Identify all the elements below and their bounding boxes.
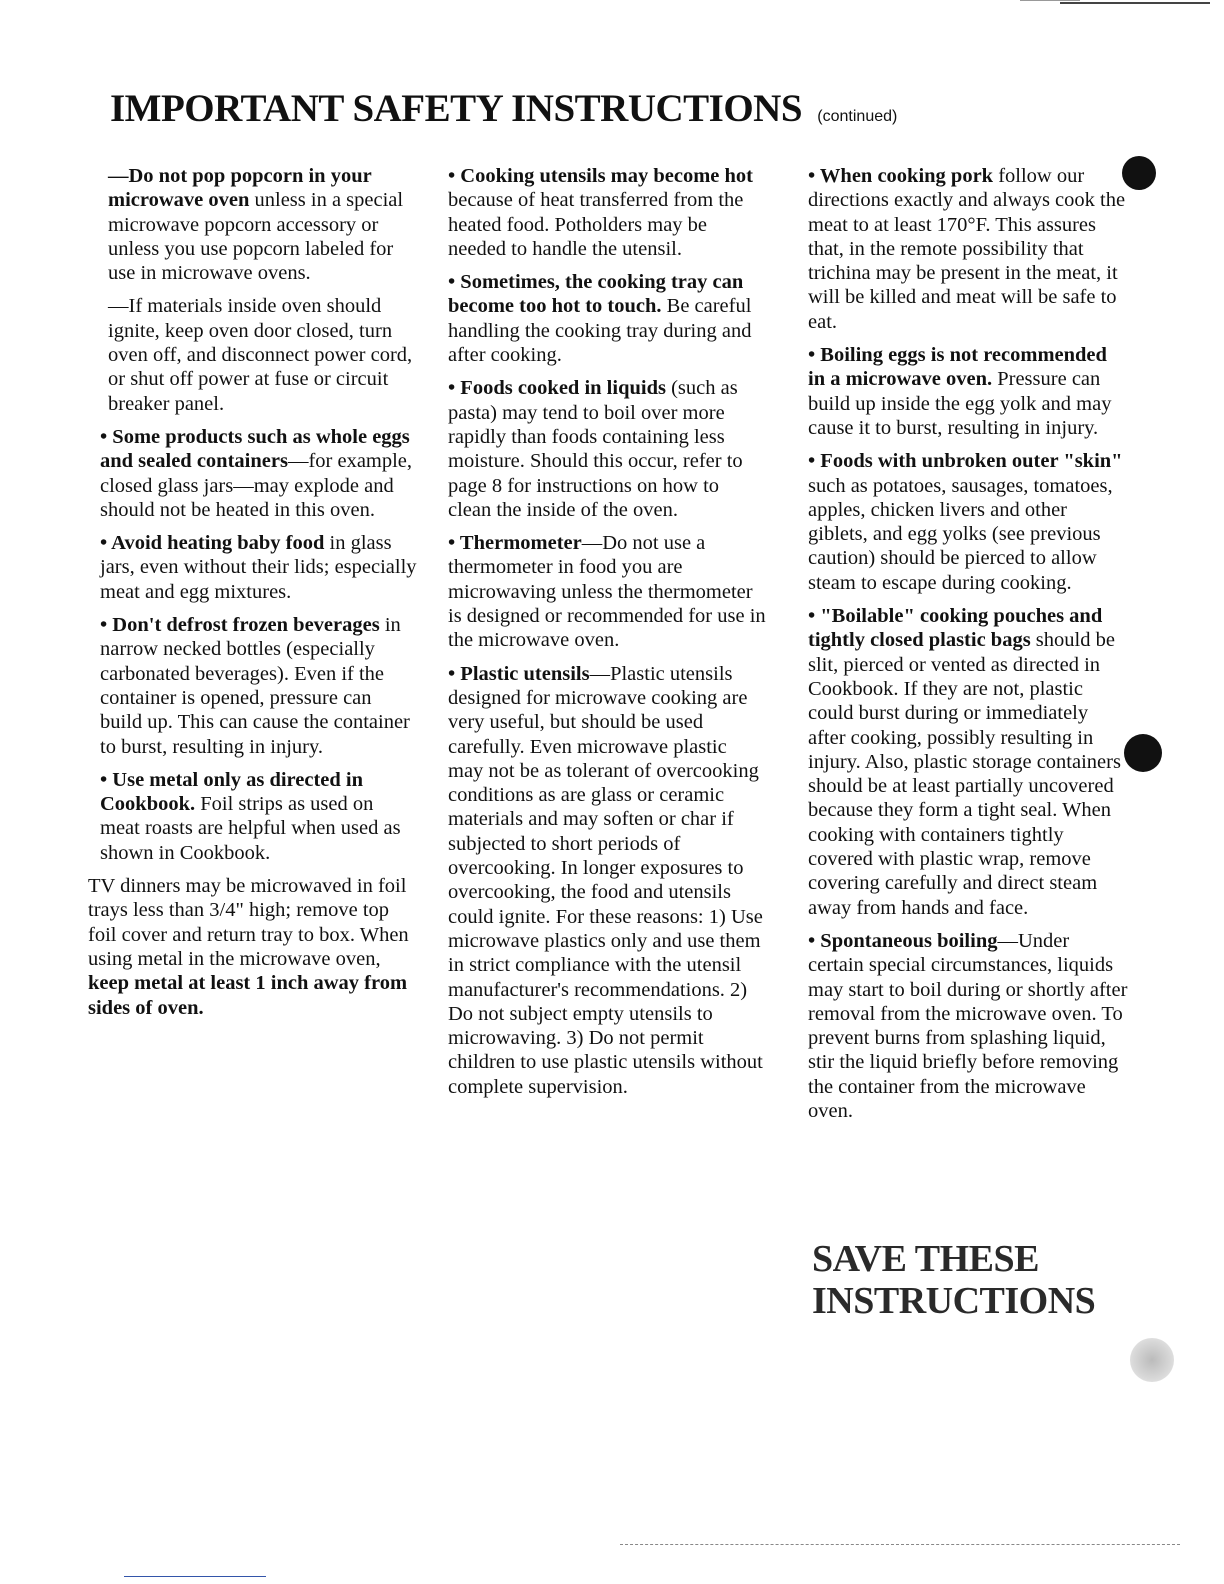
popcorn-detail: unless in a special microwave popcorn accessory or unless you use popcorn labeled for use in microwave ovens. <box>108 189 404 285</box>
plastic-utensils-detail: —Plastic utensils designed for microwave cooking are very useful, but should be used carefully. Even microwave plastic may not be as tolerant of overcooking conditions as are glass or ceramic materials and may soften or char if subjected to short periods of overcooking. In longer exposures to overcooking, the food and utensils could ignite. For these reasons: 1) Use microwave plastics only and use them in strict compliance with the utensil manufacturer's recommendations. 2) Do not subject empty utensils to microwaving. 3) Do not permit children to use plastic utensils without complete supervision. <box>448 662 763 1098</box>
defrost-warning: • Don't defrost frozen beverages <box>100 614 380 637</box>
bottom-link-underline <box>124 1576 266 1577</box>
spontaneous-boiling-warning: • Spontaneous boiling <box>808 929 998 952</box>
save-line-2: INSTRUCTIONS <box>812 1280 1096 1322</box>
boiling-eggs-paragraph <box>808 343 1128 440</box>
tv-dinners-text: TV dinners may be microwaved in foil trays less than 3/4" high; remove top foil cover and return tray to box. When using metal in the microwave oven, <box>88 875 409 970</box>
thermometer-warning: • Thermometer <box>448 532 582 555</box>
popcorn-paragraph <box>88 164 418 285</box>
boiling-eggs-detail: Pressure can build up inside the egg yolk and may cause it to burst, resulting in injury. <box>808 368 1112 439</box>
column-middle <box>448 164 766 1108</box>
page-title <box>110 86 897 131</box>
utensils-hot-detail: because of heat transferred from the heated food. Potholders may be needed to handle the utensil. <box>448 189 744 260</box>
plastic-utensils-warning: • Plastic utensils <box>448 662 590 685</box>
liquids-warning: • Foods cooked in liquids <box>448 377 666 400</box>
eggs-containers-detail: —for example, closed glass jars—may explode and should not be heated in this oven. <box>100 450 413 521</box>
save-line-1: SAVE THESE <box>812 1238 1040 1280</box>
defrost-detail: in narrow necked bottles (especially carbonated beverages). Even if the container is opened, pressure can build up. This can cause the container to burst, resulting in injury. <box>100 614 410 758</box>
binder-hole-icon <box>1122 156 1156 190</box>
top-divider-thin <box>1020 0 1080 1</box>
column-right <box>808 164 1128 1132</box>
liquids-detail: (such as pasta) may tend to boil over more rapidly than foods containing less moisture. Should this occur, refer to page 8 for instructions on how to clean the inside of the oven. <box>448 377 743 521</box>
liquids-paragraph <box>448 376 766 522</box>
eggs-containers-paragraph <box>88 425 418 522</box>
unbroken-skin-warning: • Foods with unbroken outer "skin" <box>808 450 1123 473</box>
bottom-divider <box>620 1544 1180 1546</box>
pork-paragraph <box>808 164 1128 334</box>
metal-paragraph <box>88 768 418 865</box>
metal-detail: Foil strips as used on meat roasts are helpful when used as shown in Cookbook. <box>100 793 401 864</box>
unbroken-skin-detail: such as potatoes, sausages, tomatoes, apples, chicken livers and other giblets, and egg yolks (see previous caution) should be pierced to allow steam to escape during cooking. <box>808 474 1113 594</box>
metal-warning: • Use metal only as directed in Cookbook. <box>100 768 364 816</box>
boilable-pouches-detail: should be slit, pierced or vented as directed in Cookbook. If they are not, plastic could burst during or immediately after cooking, possibly resulting in injury. Also, plastic storage containers should be at least partially uncovered because they form a tight seal. When cooking with containers tightly covered with plastic wrap, remove covering carefully and direct steam away from hands and face. <box>808 629 1121 919</box>
column-left <box>88 164 418 1029</box>
utensils-hot-paragraph <box>448 164 766 261</box>
ignite-paragraph: —If materials inside oven should ignite, keep oven door closed, turn oven off, and disconnect power cord, or shut off power at fuse or circuit breaker panel. <box>108 295 413 415</box>
baby-food-paragraph <box>88 531 418 604</box>
binder-hole-icon <box>1130 1338 1174 1382</box>
top-divider <box>1060 2 1210 4</box>
pork-detail: follow our directions exactly and always cook the meat to at least 170°F. This assures that, in the remote possibility that trichina may be present in the meat, it will be killed and meat will be safe to eat. <box>808 165 1126 333</box>
baby-food-warning: • Avoid heating baby food <box>100 532 325 555</box>
pork-warning: • When cooking pork <box>808 165 994 187</box>
tv-dinners-warning: keep metal at least 1 inch away from sides of oven. <box>88 972 408 1019</box>
boilable-pouches-warning: • "Boilable" cooking pouches and tightly closed plastic bags <box>808 605 1103 652</box>
thermometer-detail: —Do not use a thermometer in food you are microwaving unless the thermometer is designed or recommended for use in the microwave oven. <box>448 532 766 652</box>
tray-hot-detail: Be careful handling the cooking tray during and after cooking. <box>448 295 752 367</box>
title-suffix: (continued) <box>817 108 898 125</box>
tv-dinners-paragraph <box>88 874 418 1020</box>
tray-hot-warning: • Sometimes, the cooking tray can become too hot to touch. <box>448 271 744 318</box>
plastic-utensils-paragraph <box>448 662 766 1099</box>
boiling-eggs-warning: • Boiling eggs is not recommended in a microwave oven. <box>808 344 1107 391</box>
boilable-pouches-paragraph <box>808 604 1128 920</box>
popcorn-warning: —Do not pop popcorn in your microwave oven <box>108 165 372 212</box>
defrost-paragraph <box>88 613 418 759</box>
tray-hot-paragraph <box>448 270 766 367</box>
save-instructions-heading <box>812 1238 1142 1322</box>
spontaneous-boiling-detail: —Under certain special circumstances, liquids may start to boil during or shortly after removal from the microwave oven. To prevent burns from splashing liquid, stir the liquid briefly before removing the container from the microwave oven. <box>808 929 1128 1122</box>
title-text: IMPORTANT SAFETY INSTRUCTIONS <box>110 87 803 130</box>
unbroken-skin-paragraph <box>808 449 1128 595</box>
utensils-hot-warning: • Cooking utensils may become hot <box>448 165 754 187</box>
binder-hole-icon <box>1124 734 1162 772</box>
spontaneous-boiling-paragraph <box>808 929 1128 1123</box>
thermometer-paragraph <box>448 531 766 652</box>
baby-food-detail: in glass jars, even without their lids; especially meat and egg mixtures. <box>100 532 417 603</box>
eggs-containers-warning: • Some products such as whole eggs and sealed containers <box>100 425 410 473</box>
